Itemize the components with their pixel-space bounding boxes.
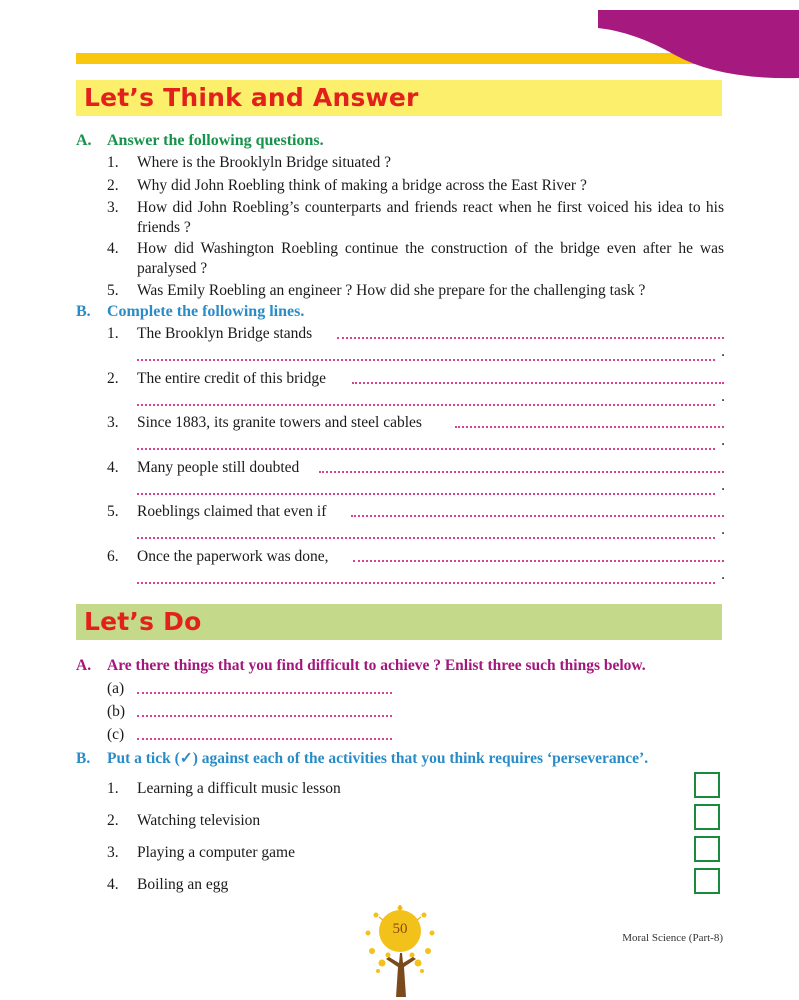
tick-checkbox[interactable] xyxy=(694,836,720,862)
question-item: 5. Was Emily Roebling an engineer ? How did she prepare for the challenging task ? xyxy=(107,282,646,299)
completion-continuation: . xyxy=(137,525,725,547)
question-item: 4. How did Washington Roebling continue the construction of the bridge even after he was paralysed ? xyxy=(107,240,724,277)
corner-decoration xyxy=(580,0,799,80)
page-number: 50 xyxy=(392,921,408,937)
completion-continuation: . xyxy=(137,347,725,369)
answer-blank[interactable] xyxy=(351,515,724,517)
do-section-b-heading: B. Put a tick (✓) against each of the activities that you think requires ‘perseverance’. xyxy=(76,750,649,767)
section-heading-do: Let’s Do xyxy=(76,604,722,640)
answer-blank[interactable] xyxy=(137,404,715,406)
answer-blank[interactable] xyxy=(353,560,724,562)
answer-blank[interactable] xyxy=(455,426,724,428)
question-item: 2. Why did John Roebling think of making a bridge across the East River ? xyxy=(107,177,587,194)
question-item: 3. How did John Roebling’s counterparts and friends react when he first voiced his idea to his friends ? xyxy=(107,199,724,236)
tick-checkbox[interactable] xyxy=(694,868,720,894)
completion-line: 4. Many people still doubted xyxy=(107,459,724,481)
answer-blank[interactable] xyxy=(137,738,392,740)
answer-blank[interactable] xyxy=(137,359,715,361)
completion-line: 1. The Brooklyn Bridge stands xyxy=(107,325,724,347)
completion-line: 2. The entire credit of this bridge xyxy=(107,370,724,392)
completion-line: 6. Once the paperwork was done, xyxy=(107,548,724,570)
answer-blank[interactable] xyxy=(137,537,715,539)
answer-blank[interactable] xyxy=(337,337,724,339)
answer-blank[interactable] xyxy=(137,692,392,694)
answer-blank[interactable] xyxy=(137,448,715,450)
answer-blank[interactable] xyxy=(137,582,715,584)
completion-line: 3. Since 1883, its granite towers and steel cables xyxy=(107,414,724,436)
answer-blank[interactable] xyxy=(319,471,724,473)
section-heading-think: Let’s Think and Answer xyxy=(76,80,722,116)
answer-blank[interactable] xyxy=(352,382,724,384)
completion-continuation: . xyxy=(137,436,725,458)
completion-line: 5. Roeblings claimed that even if xyxy=(107,503,724,525)
completion-continuation: . xyxy=(137,481,725,503)
answer-blank[interactable] xyxy=(137,493,715,495)
tick-checkbox[interactable] xyxy=(694,772,720,798)
tree-icon xyxy=(358,905,442,997)
answer-blank[interactable] xyxy=(137,715,392,717)
do-section-a-heading: A. Are there things that you find difficult to achieve ? Enlist three such things below. xyxy=(76,657,646,674)
completion-continuation: . xyxy=(137,570,725,592)
tick-checkbox[interactable] xyxy=(694,804,720,830)
book-title: Moral Science (Part-8) xyxy=(622,932,723,944)
section-b-heading: B. Complete the following lines. xyxy=(76,303,305,320)
completion-continuation: . xyxy=(137,392,725,414)
question-item: 1. Where is the Brooklyln Bridge situated ? xyxy=(107,154,391,171)
section-a-heading: A. Answer the following questions. xyxy=(76,132,324,149)
